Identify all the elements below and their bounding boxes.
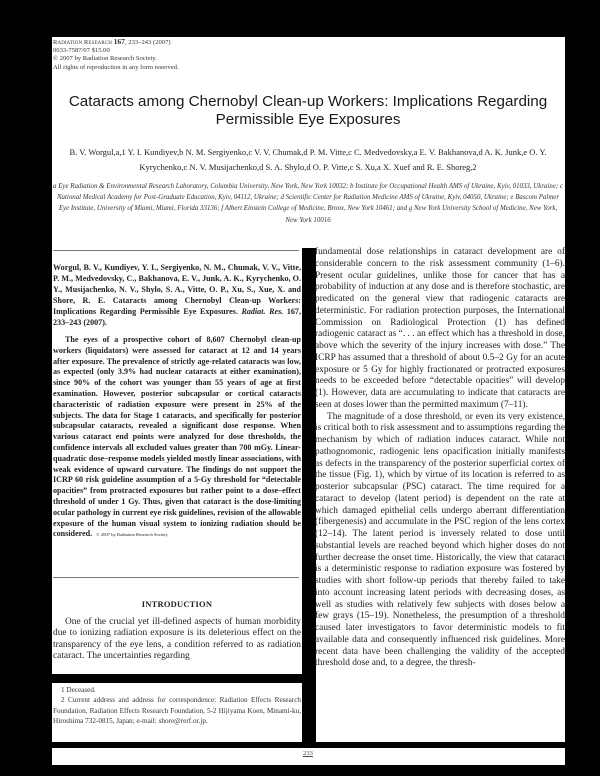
page-number: 233	[303, 750, 313, 757]
author-list: B. V. Worgul,a,1 Y. I. Kundiyev,b N. M. Sergiyenko,c V. V. Chumak,d P. M. Vitte,c C. Medvedovsky,a E. V. Bakhanova,d A. K. Junk,e O. Y. Kyrychenko,c N. V. Musijachenko,d S. A. Shylo,d O. P. Vitte,c S. Xu,a X. Xuef and R. E. Shoreg,2	[69, 147, 547, 172]
rights-line: All rights of reproduction in any form reserved.	[53, 63, 179, 71]
journal-name: Radiation Research	[53, 39, 112, 46]
abstract-top-rule	[53, 250, 299, 251]
right-paragraph-2: The magnitude of a dose threshold, or even its very existence, is critical both to risk assessment and to assumptions regarding the mechanism by which of radiation induces cataract. While not pathognomonic, radiogenic lens opacification initially manifests as defects in the transparency of the posterior superficial cortex of the tissue (Fig. 1), which by virtue of its location is referred to as posterior subcapsular (PSC) cataract. The time required for a cataract to develop (latent period) is dependent on the rate at which damaged epithelial cells undergo aberrant differentiation (fibergenesis) and accumulate in the PSC region of the lens cortex (12–14). The latent period is inversely related to dose until substantial levels are reached beyond which higher doses do not further decrease the onset time. Historically, the view that cataract is a deterministic response to radiation exposure was fostered by studies with short follow-up periods that thereby failed to take into account increasing latent periods with decreasing doses, as well as studies with relatively few subjects with doses below a few grays (15–19). Nonetheless, the presumption of a threshold caused later investigators to favor deterministic models to fit available data and consequently influenced risk guidelines. More recent data have been challenging the validity of the accepted threshold dose and, to a degree, the thresh-	[315, 411, 565, 669]
abstract-copyright: © 2007 by Radiation Research Society	[96, 532, 168, 538]
citation-text: Worgul, B. V., Kundiyev, Y. I., Sergiyenko, N. M., Chumak, V. V., Vitte, P. M., Medvedovsky, C., Bakhanova, E. V., Junk, A. K., Kyrychenko, O. Y., Musijachenko, N. V., Shylo, S. A., Vitte, O. P., Xu, S., Xue, X. and Shore, R. E. Cataracts among Chernobyl Clean-up Workers: Implications Regarding Permissible Eye Exposures.	[53, 263, 301, 317]
introduction-paragraph: One of the crucial yet ill-defined aspects of human morbidity due to ionizing radiation exposure is its deleterious effect on the transparency of the eye lens, a condition referred to as radiation cataract. The uncertainties regarding	[53, 617, 301, 661]
abstract-citation	[53, 262, 301, 329]
citation-journal: Radiat. Res.	[241, 307, 284, 317]
abstract-body	[53, 335, 301, 541]
footnote-2: 2 Current address and address for correspondence: Radiation Effects Research Foundation, Radiation Effects Research Foundation, 5-2 Hijiyama Koen, Minami-ku, Hiroshima 732-0815, Japan; e-mail: shore@rerf.or.jp.	[53, 696, 301, 726]
journal-header	[53, 38, 313, 72]
right-column-body	[315, 247, 565, 670]
affiliations: a Eye Radiation & Environmental Research Laboratory, Columbia University, New York, New York 10032; b Institute for Occupational Health AMS of Ukraine, Kyiv, 01033, Ukraine; c National Medical Academy for Post-Graduate Education, Kyiv, 04112, Ukraine; d Scientific Center for Radiation Medicine AMS of Ukraine, Kyiv, 04050, Ukraine; e Bascom Palmer Eye Institute, University of Miami, Miami, Florida 33136; f Albert Einstein College of Medicine, Bronx, New York 10461; and g New York University School of Medicine, New York, New York 10016	[53, 183, 563, 224]
copyright-line: © 2007 by Radiation Research Society.	[53, 55, 157, 63]
footnotes	[53, 685, 301, 727]
right-paragraph-1: fundamental dose relationships in cataract development are of considerable concern to the risk assessment community (1–6). Present ocular guidelines, unlike those for cancer that has a probability of induction at any dose and is therefore stochastic, are predicated on the general view that radiogenic cataracts are deterministic. For radiation protection purposes, the International Commission on Radiological Protection (1) has defined radiogenic cataract as “. . . an effect which has a threshold in dose, above which the severity of the injury increases with dose.” The ICRP has assumed that a threshold of about 0.5–2 Gy for an acute exposure or 5 Gy for highly fractionated or protracted exposures needs to be exceeded before “detectable opacities” will develop (1). However, data are accumulating to indicate that cataracts are seen at doses lower than the permitted maximum (7–11).	[315, 247, 565, 410]
journal-volume: 167	[113, 37, 125, 46]
introduction-body	[53, 617, 301, 662]
abstract-text: The eyes of a prospective cohort of 8,607 Chernobyl clean-up workers (liquidators) were assessed for cataract at 12 and 14 years after exposure. The prevalence of strictly age-related cataracts was low, as expected (only 3.9% had nuclear cataracts at either examination), since 90% of the cohort was younger than 55 years of age at first examination. However, posterior subcapsular or cortical cataracts characteristic of radiation exposure were present in 25% of the subjects. The data for Stage 1 cataracts, and specifically for posterior subcapsular cataracts, revealed a significant dose response. When various cataract end points were analyzed for dose thresholds, the confidence intervals all excluded values greater than 700 mGy. Linear-quadratic dose–response models yielded mostly linear associations, with weak evidence of upward curvature. The findings do not support the ICRP 60 risk guideline assumption of a 5-Gy threshold for “detectable opacities” from protracted exposures but rather point to a dose–effect threshold of under 1 Gy. Thus, given that cataract is the dose-limiting ocular pathology in current eye risk guidelines, revision of the allowable exposure of the human visual system to ionizing radiation should be considered.	[53, 335, 301, 539]
issn-price: 0033-7587/07 $15.00	[53, 47, 110, 55]
abstract-bottom-rule	[53, 577, 299, 578]
section-heading-introduction: INTRODUCTION	[141, 599, 213, 609]
paper-title: Cataracts among Chernobyl Clean-up Workers: Implications Regarding Permissible Eye Exposures	[68, 93, 548, 128]
footnote-1: 1 Deceased.	[61, 686, 96, 694]
journal-pages-year: , 233–243 (2007)	[124, 39, 171, 46]
citation-ref: 167, 233–243 (2007).	[53, 307, 301, 328]
